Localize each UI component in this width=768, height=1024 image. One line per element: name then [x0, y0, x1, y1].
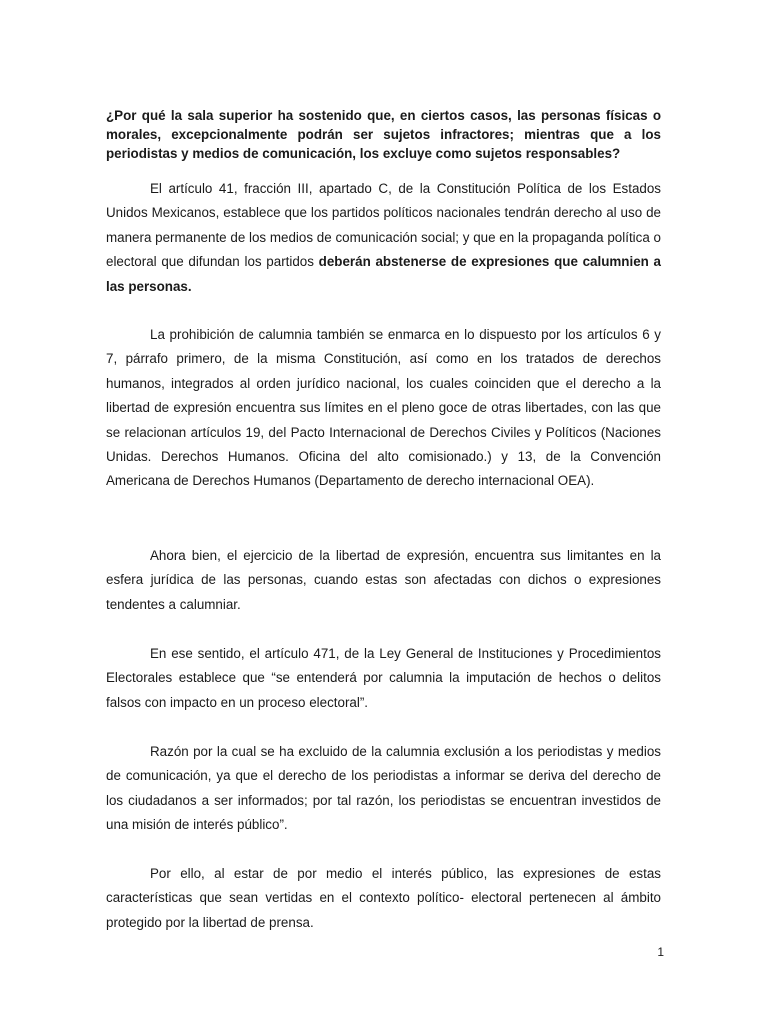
paragraph-text: Ahora bien, el ejercicio de la libertad de expresión, encuentra sus limitantes en la esfera jurídica de las personas, cuando estas son afectadas con dichos o expresiones tendentes a calumniar. [106, 548, 661, 612]
page-number: 1 [657, 945, 664, 959]
paragraph-article-471 [106, 642, 661, 715]
paragraph-bold-text: deberán abstenerse de expresiones que calumnien a las personas. [106, 254, 661, 294]
paragraph-text: Razón por la cual se ha excluido de la calumnia exclusión a los periodistas y medios de comunicación, ya que el derecho de los periodistas a informar se deriva del derecho de los ciudadanos a ser informados; por tal razón, los periodistas se encuentran investidos de una misión de interés público”. [106, 744, 661, 833]
paragraph-calumny-prohibition [106, 323, 661, 494]
paragraph-text: En ese sentido, el artículo 471, de la Ley General de Instituciones y Procedimientos Electorales establece que “se entenderá por calumnia la imputación de hechos o delitos falsos con impacto en un proceso electoral”. [106, 646, 661, 710]
question-heading: ¿Por qué la sala superior ha sostenido que, en ciertos casos, las personas físicas o morales, excepcionalmente podrán ser sujetos infractores; mientras que a los periodistas y medios de comunicación, los excluye como sujetos responsables? [106, 108, 661, 161]
paragraph-freedom-limits [106, 544, 661, 617]
paragraph-text: El artículo 41, fracción III, apartado C, de la Constitución Política de los Estados Unidos Mexicanos, establece que los partidos políticos nacionales tendrán derecho al uso de manera permanente de los medios de comunicación social; y que en la propaganda política o electoral que difundan los partidos [106, 181, 661, 270]
paragraph-public-interest [106, 862, 661, 935]
paragraph-journalists-exclusion [106, 740, 661, 838]
paragraph-text: La prohibición de calumnia también se enmarca en lo dispuesto por los artículos 6 y 7, párrafo primero, de la misma Constitución, así como en los tratados de derechos humanos, integrados al orden jurídico nacional, los cuales coinciden que el derecho a la libertad de expresión encuentra sus límites en el pleno goce de otras libertades, con las que se relacionan artículos 19, del Pacto Internacional de Derechos Civiles y Políticos (Naciones Unidas. Derechos Humanos. Oficina del alto comisionado.) y 13, de la Convención Americana de Derechos Humanos (Departamento de derecho internacional OEA). [106, 327, 661, 489]
paragraph-text: Por ello, al estar de por medio el interés público, las expresiones de estas características que sean vertidas en el contexto político- electoral pertenecen al ámbito protegido por la libertad de prensa. [106, 866, 661, 930]
paragraph-article-41 [106, 177, 661, 299]
